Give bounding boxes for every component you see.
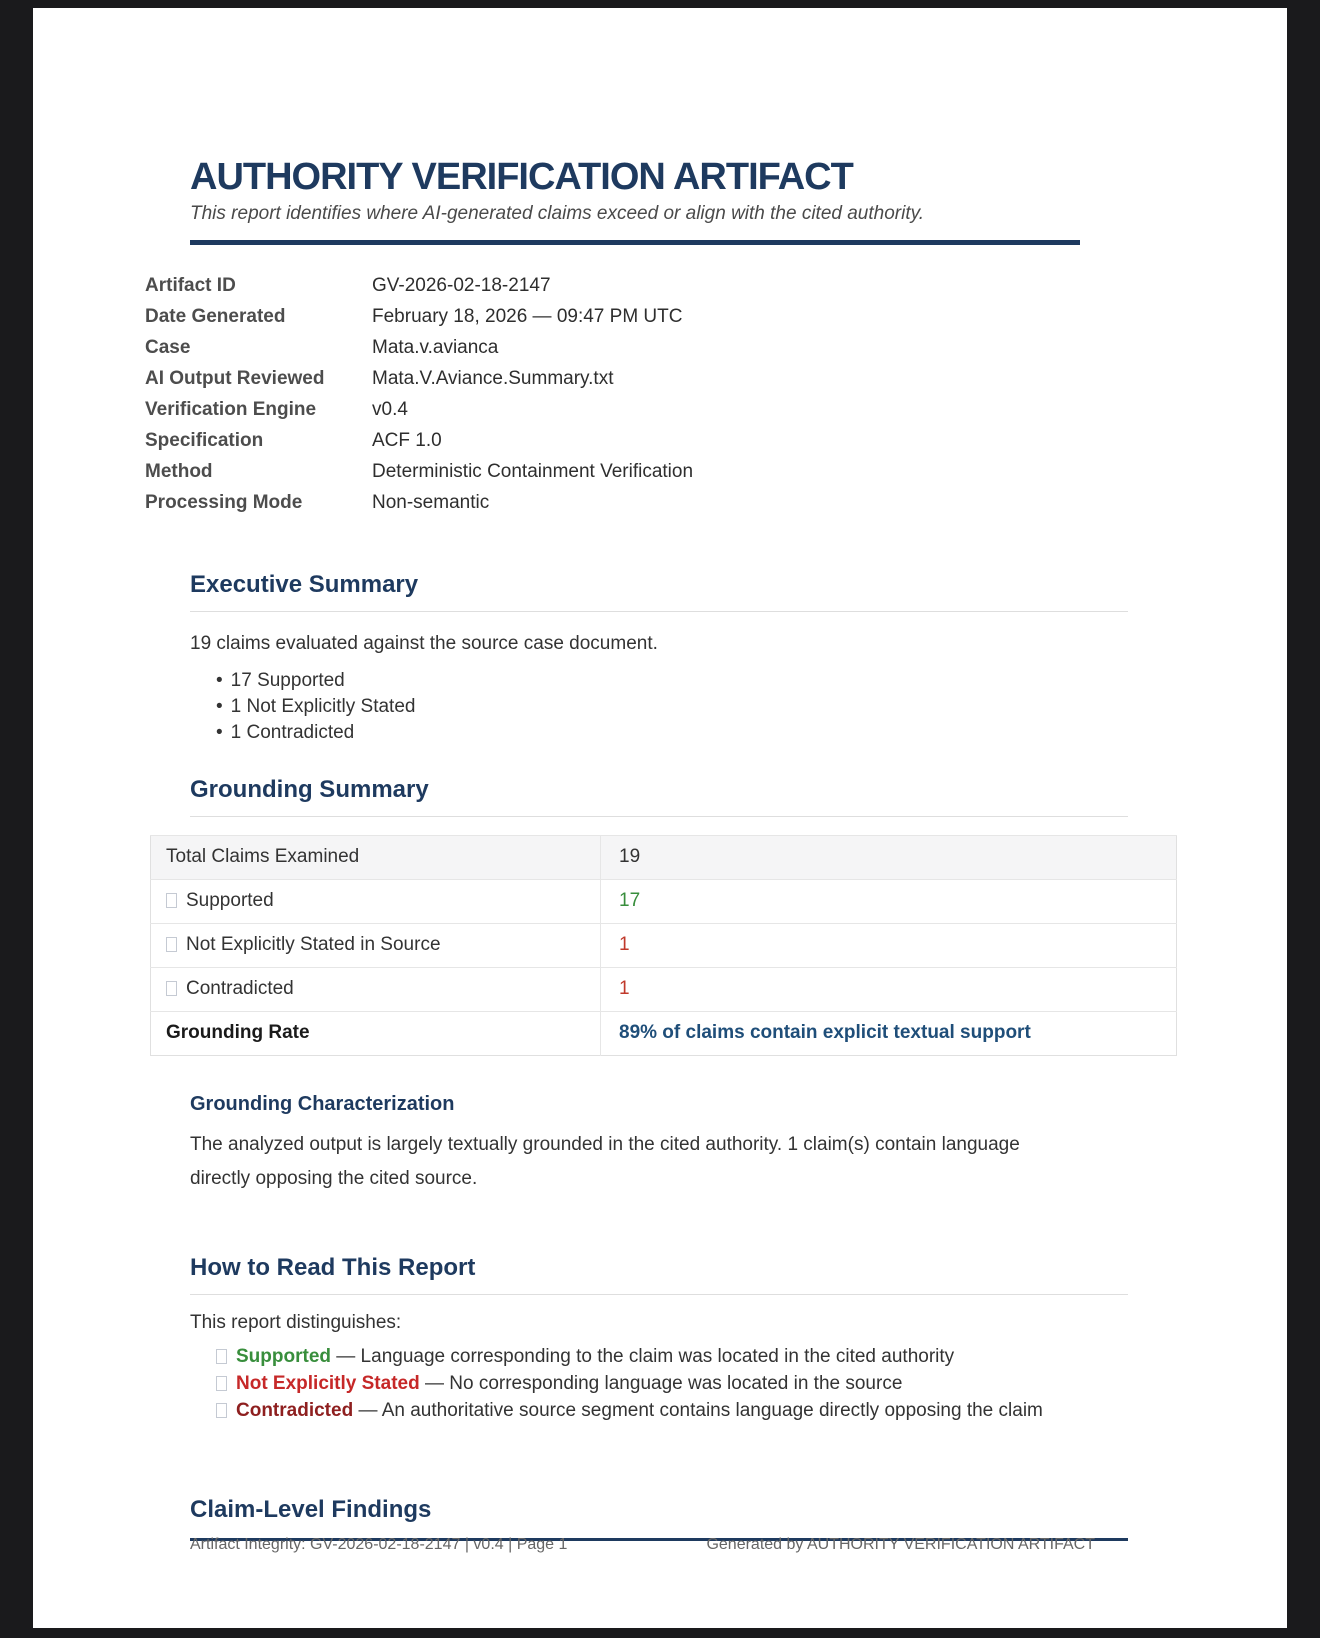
legend-term: Contradicted bbox=[236, 1399, 354, 1421]
status-legend bbox=[190, 1343, 1287, 1424]
legend-description: — An authoritative source segment contains language directly opposing the claim bbox=[358, 1399, 1043, 1421]
metadata-label: Specification bbox=[145, 429, 264, 451]
document-page bbox=[33, 8, 1287, 1628]
title-divider bbox=[190, 240, 1080, 245]
summary-table-row bbox=[151, 967, 1177, 1011]
page-footer bbox=[190, 1535, 1095, 1555]
legend-item bbox=[216, 1397, 1287, 1424]
metadata-value: Non-semantic bbox=[372, 491, 490, 513]
summary-bullet-item: • 1 Contradicted bbox=[216, 720, 1287, 746]
legend-description: — Language corresponding to the claim was located in the cited authority bbox=[336, 1345, 955, 1367]
metadata-value: ACF 1.0 bbox=[372, 429, 442, 451]
how-to-read-heading: How to Read This Report bbox=[190, 1254, 1128, 1295]
summary-row-label: Total Claims Examined bbox=[166, 845, 360, 867]
metadata-value: Mata.V.Aviance.Summary.txt bbox=[372, 367, 614, 389]
metadata-row bbox=[145, 364, 1287, 395]
how-to-read-section bbox=[190, 1254, 1287, 1424]
metadata-row bbox=[145, 333, 1287, 364]
executive-summary-section bbox=[190, 571, 1287, 746]
grounding-characterization-block bbox=[190, 1092, 1287, 1196]
summary-bullet-item: • 1 Not Explicitly Stated bbox=[216, 694, 1287, 720]
summary-row-value: 19 bbox=[619, 845, 641, 867]
metadata-row bbox=[145, 457, 1287, 488]
summary-row-label: Supported bbox=[186, 889, 274, 911]
summary-table-row bbox=[151, 879, 1177, 923]
claim-level-findings-heading: Claim-Level Findings bbox=[190, 1496, 1128, 1541]
legend-term: Supported bbox=[236, 1345, 331, 1367]
legend-term: Not Explicitly Stated bbox=[236, 1372, 420, 1394]
metadata-value: February 18, 2026 — 09:47 PM UTC bbox=[372, 305, 683, 327]
executive-summary-intro: 19 claims evaluated against the source case document. bbox=[190, 632, 658, 654]
metadata-block bbox=[145, 271, 1287, 519]
metadata-row bbox=[145, 271, 1287, 302]
status-glyph-box bbox=[166, 893, 177, 908]
status-glyph-box bbox=[216, 1403, 227, 1418]
summary-bullet-item: • 17 Supported bbox=[216, 668, 1287, 694]
metadata-label: Verification Engine bbox=[145, 398, 317, 420]
page-subtitle: This report identifies where AI-generated claims exceed or align with the cited authority. bbox=[190, 202, 924, 224]
summary-table-row bbox=[151, 1011, 1177, 1055]
executive-summary-heading: Executive Summary bbox=[190, 571, 1128, 612]
legend-item bbox=[216, 1370, 1287, 1397]
summary-row-value: 1 bbox=[619, 977, 630, 999]
metadata-label: Method bbox=[145, 460, 213, 482]
status-glyph-box bbox=[166, 937, 177, 952]
metadata-value: Deterministic Containment Verification bbox=[372, 460, 694, 482]
metadata-row bbox=[145, 302, 1287, 333]
metadata-label: AI Output Reviewed bbox=[145, 367, 325, 389]
grounding-characterization-heading: Grounding Characterization bbox=[190, 1092, 455, 1115]
legend-description: — No corresponding language was located in the source bbox=[424, 1372, 903, 1394]
metadata-label: Date Generated bbox=[145, 305, 286, 327]
legend-item bbox=[216, 1343, 1287, 1370]
metadata-label: Processing Mode bbox=[145, 491, 303, 513]
summary-row-value: 1 bbox=[619, 933, 630, 955]
grounding-summary-section bbox=[166, 775, 1287, 1196]
status-glyph-box bbox=[166, 981, 177, 996]
summary-row-value: 17 bbox=[619, 889, 641, 911]
summary-row-label: Contradicted bbox=[186, 977, 294, 999]
how-to-read-intro: This report distinguishes: bbox=[190, 1311, 402, 1333]
metadata-row bbox=[145, 488, 1287, 519]
metadata-label: Artifact ID bbox=[145, 274, 236, 296]
summary-table-row bbox=[151, 923, 1177, 967]
metadata-row bbox=[145, 395, 1287, 426]
status-glyph-box bbox=[216, 1376, 227, 1391]
summary-row-label: Not Explicitly Stated in Source bbox=[186, 933, 441, 955]
footer-artifact-integrity: Artifact Integrity: GV-2026-02-18-2147 | v0.4 | Page 1 bbox=[190, 1536, 568, 1553]
metadata-value: Mata.v.avianca bbox=[372, 336, 499, 358]
page-content bbox=[33, 8, 1287, 1541]
summary-row-value: 89% of claims contain explicit textual support bbox=[619, 1021, 1031, 1043]
grounding-summary-heading: Grounding Summary bbox=[190, 776, 1128, 817]
executive-summary-bullets bbox=[190, 668, 1287, 746]
metadata-value: v0.4 bbox=[372, 398, 408, 420]
metadata-row bbox=[145, 426, 1287, 457]
metadata-label: Case bbox=[145, 336, 191, 358]
page-title: AUTHORITY VERIFICATION ARTIFACT bbox=[190, 156, 853, 198]
status-glyph-box bbox=[216, 1349, 227, 1364]
summary-row-label: Grounding Rate bbox=[166, 1021, 310, 1043]
grounding-summary-table bbox=[150, 835, 1177, 1056]
footer-generated-by: Generated by AUTHORITY VERIFICATION ARTIFACT bbox=[706, 1536, 1095, 1553]
summary-table-row bbox=[151, 835, 1177, 879]
metadata-value: GV-2026-02-18-2147 bbox=[372, 274, 551, 296]
grounding-characterization-body: The analyzed output is largely textually grounded in the cited authority. 1 claim(s) contain language directly opposing the cited source. bbox=[190, 1133, 1020, 1189]
